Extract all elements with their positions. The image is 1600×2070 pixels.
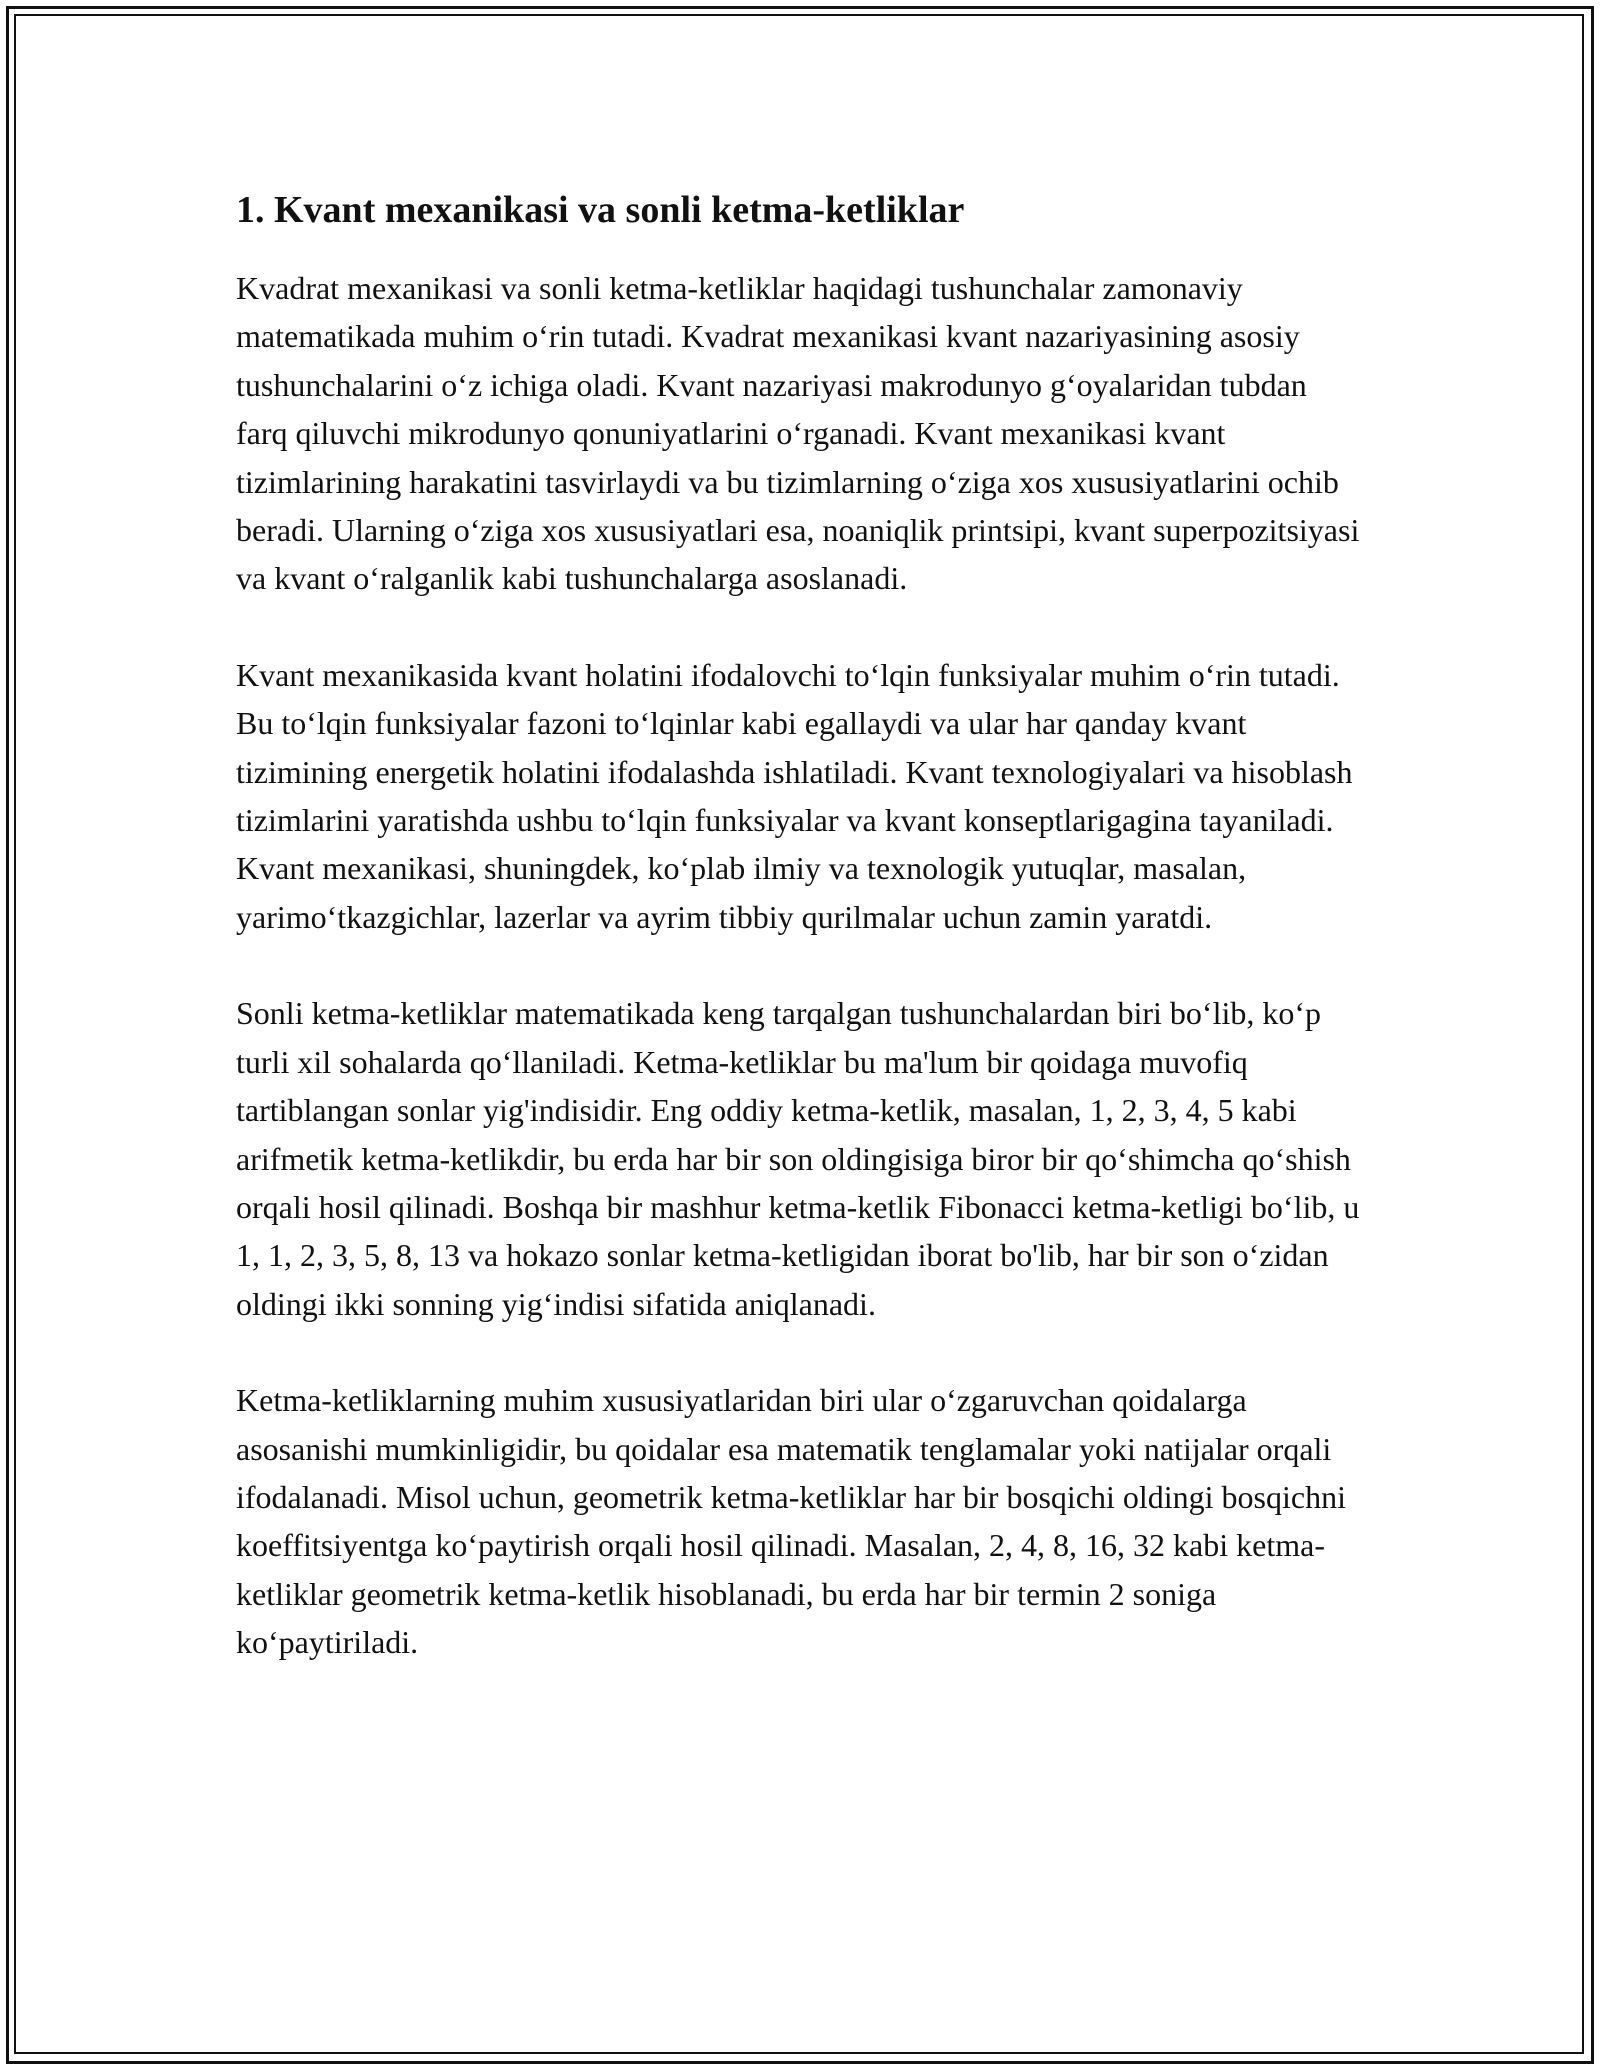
paragraph-kvant-mexanikasi-intro: Kvadrat mexanikasi va sonli ketma-ketliklar haqidagi tushunchalar zamonaviy matematikada muhim o‘rin tutadi. Kvadrat mexanikasi kvant nazariyasining asosiy tushunchalarini o‘z ichiga oladi. Kvant nazariyasi makrodunyo g‘oyalaridan tubdan farq qiluvchi mikrodunyo qonuniyatlarini o‘rganadi. Kvant mexanikasi kvant tizimlarining harakatini tasvirlaydi va bu tizimlarning o‘ziga xos xususiyatlarini ochib beradi. Ularning o‘ziga xos xususiyatlari esa, noaniqlik printsipi, kvant superpozitsiyasi va kvant o‘ralganlik kabi tushunchalarga asoslanadi. <box>236 270 1360 597</box>
paragraph-tolqin-funksiyalar: Kvant mexanikasida kvant holatini ifodalovchi to‘lqin funksiyalar muhim o‘rin tutadi. Bu to‘lqin funksiyalar fazoni to‘lqinlar kabi egallaydi va ular har qanday kvant tizimining energetik holatini ifodalashda ishlatiladi. Kvant texnologiyalari va hisoblash tizimlarini yaratishda ushbu to‘lqin funksiyalar va kvant konseptlarigagina tayaniladi. Kvant mexanikasi, shuningdek, ko‘plab ilmiy va texnologik yutuqlar, masalan, yarimo‘tkazgichlar, lazerlar va ayrim tibbiy qurilmalar uchun zamin yaratdi. <box>236 656 1353 935</box>
section-heading: 1. Kvant mexanikasi va sonli ketma-ketliklar <box>236 189 965 231</box>
paragraph-sonli-ketma-ketliklar: Sonli ketma-ketliklar matematikada keng tarqalgan tushunchalardan biri bo‘lib, ko‘p turli xil sohalarda qo‘llaniladi. Ketma-ketliklar bu ma'lum bir qoidaga muvofiq tartiblangan sonlar yig'indisidir. Eng oddiy ketma-ketlik, masalan, 1, 2, 3, 4, 5 kabi arifmetik ketma-ketlikdir, bu erda har bir son oldingisiga biror bir qo‘shimcha qo‘shish orqali hosil qilinadi. Boshqa bir mashhur ketma-ketlik Fibonacci ketma-ketligi bo‘lib, u 1, 1, 2, 3, 5, 8, 13 va hokazo sonlar ketma-ketligidan iborat bo'lib, har bir son o‘zidan oldingi ikki sonning yig‘indisi sifatida aniqlanadi. <box>236 995 1360 1322</box>
document-content <box>236 186 1366 1667</box>
paragraph-geometrik-ketma-ketliklar: Ketma-ketliklarning muhim xususiyatlaridan biri ular o‘zgaruvchan qoidalarga asosanishi mumkinligidir, bu qoidalar esa matematik tenglamalar yoki natijalar orqali ifodalanadi. Misol uchun, geometrik ketma-ketliklar har bir bosqichi oldingi bosqichni koeffitsiyentga ko‘paytirish orqali hosil qilinadi. Masalan, 2, 4, 8, 16, 32 kabi ketma-ketliklar geometrik ketma-ketlik hisoblanadi, bu erda har bir termin 2 soniga ko‘paytiriladi. <box>236 1382 1346 1661</box>
